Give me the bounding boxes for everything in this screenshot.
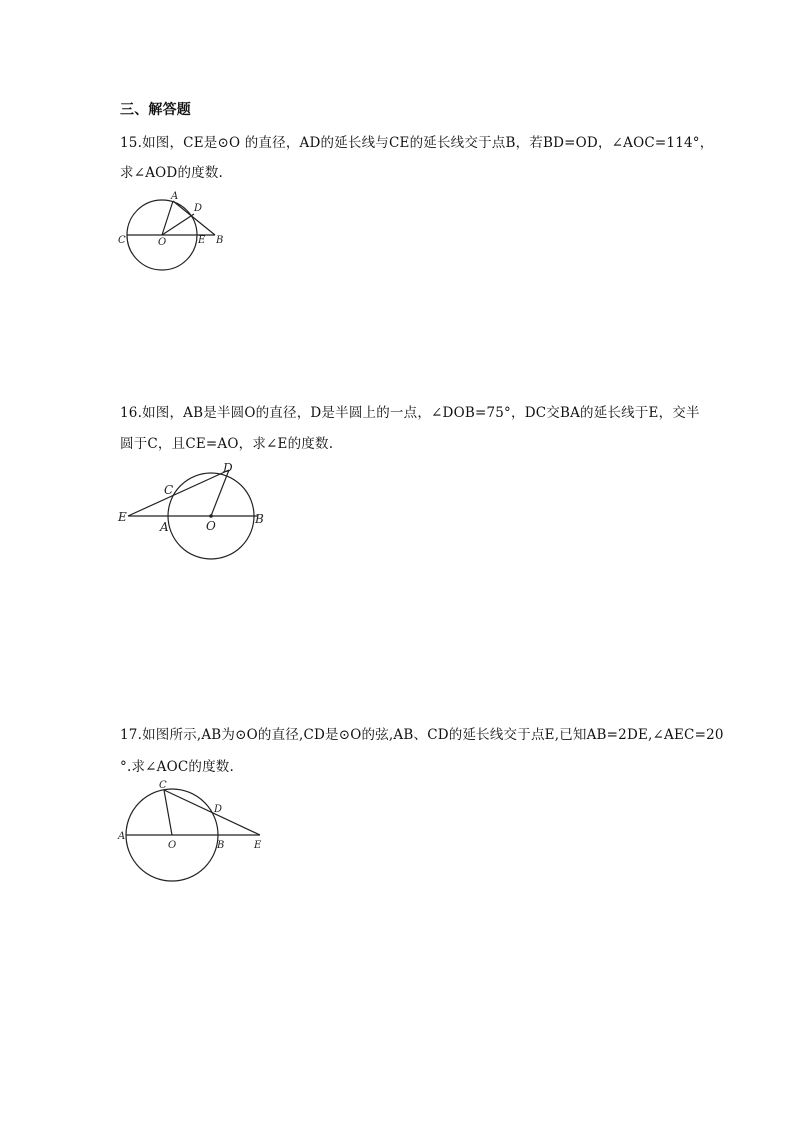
fig17-label-C: C [159, 780, 167, 791]
problem-17-line-1: 17.如图所示,AB为⊙O的直径,CD是⊙O的弦,AB、CD的延长线交于点E,已知AB=2DE,∠AEC=20 [120, 727, 724, 743]
fig17-label-D: D [214, 804, 223, 815]
fig15-label-A: A [171, 191, 179, 202]
problem-15-figure [112, 190, 232, 270]
problem-16-figure [112, 460, 272, 555]
fig17-label-A: A [118, 831, 126, 842]
fig15-label-O: O [158, 237, 167, 248]
fig15-label-E: E [198, 235, 206, 246]
problem-17-figure [112, 782, 272, 882]
fig16-label-B: B [255, 512, 264, 526]
fig17-label-E: E [254, 840, 262, 851]
fig17-label-O: O [168, 840, 177, 851]
section-heading: 三、解答题 [120, 102, 191, 118]
fig16-label-O: O [206, 519, 216, 533]
problem-16-line-1: 16.如图，AB是半圆O的直径，D是半圆上的一点，∠DOB=75°，DC交BA的延长线于E，交半 [120, 405, 700, 421]
fig16-label-D: D [223, 461, 233, 475]
fig17-label-B: B [217, 840, 225, 851]
fig15-label-D: D [194, 203, 203, 214]
fig16-label-A: A [160, 520, 169, 534]
problem-17-line-2: °.求∠AOC的度数. [120, 759, 234, 775]
problem-16-line-2: 圆于C，且CE=AO，求∠E的度数. [120, 436, 334, 452]
fig15-label-C: C [118, 235, 126, 246]
problem-15-line-1: 15.如图，CE是⊙O 的直径，AD的延长线与CE的延长线交于点B，若BD=OD，∠AOC=114°， [120, 135, 714, 151]
problem-15-line-2: 求∠AOD的度数. [120, 165, 224, 181]
fig16-label-E: E [118, 510, 127, 524]
fig15-label-B: B [216, 235, 224, 246]
fig16-label-C: C [164, 483, 174, 497]
